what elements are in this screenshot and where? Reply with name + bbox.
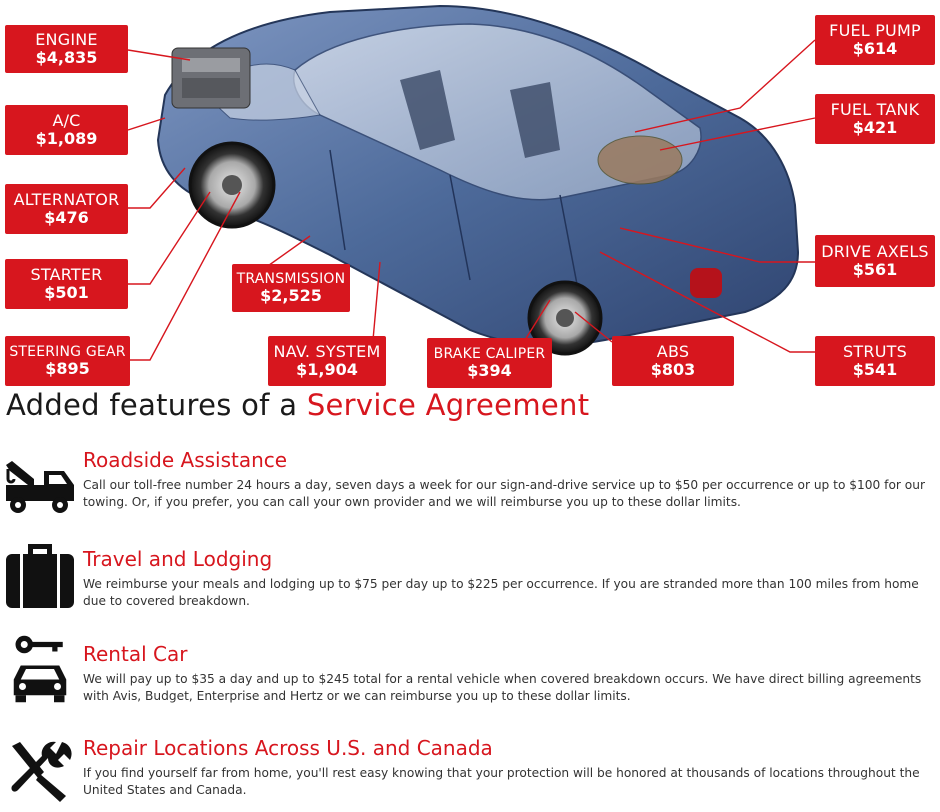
feature-roadside-assistance [0,448,940,523]
tow-truck-icon [4,452,76,522]
part-name: TRANSMISSION [236,270,346,287]
part-price: $394 [467,360,512,380]
wrench-screwdriver-icon [4,736,76,806]
suitcase-icon [4,540,76,610]
heading-accent: Service Agreement [306,388,590,422]
part-name: STEERING GEAR [9,343,126,360]
part-price: $421 [852,118,898,137]
part-name: DRIVE AXELS [821,241,929,261]
part-tag-engine [5,25,128,73]
feature-rental-car [0,642,940,717]
car-illustration [0,0,940,392]
feature-title: Rental Car [83,642,188,666]
part-price: $1,904 [296,360,358,379]
part-tag-abs [612,336,734,386]
part-name: ABS [656,341,690,361]
part-tag-steering-gear [5,336,130,386]
part-price: $476 [44,208,89,227]
part-tag-struts [815,336,935,386]
fuel-tank [598,136,682,184]
part-tag-fuel-pump [815,15,935,65]
part-name: STRUTS [843,341,907,361]
part-price: $541 [852,360,898,379]
part-price: $561 [852,260,898,279]
part-price: $614 [852,39,898,58]
part-name: NAV. SYSTEM [273,341,381,361]
car-key-icon [4,634,76,704]
feature-title: Repair Locations Across U.S. and Canada [83,736,493,760]
part-tag-brake-caliper [427,338,552,388]
feature-description: We will pay up to $35 a day and up to $245 total for a rental vehicle when covered breakdown occurs. We have direct billing agreements with Avis, Budget, Enterprise and Hertz or we can reimburse you up to these dollar limits. [83,672,922,703]
feature-description: If you find yourself far from home, you'll rest easy knowing that your protection will be honored at thousands of locations throughout the United States and Canada. [83,766,920,797]
part-tag-fuel-tank [815,94,935,144]
part-tag-transmission [232,264,350,312]
part-price: $2,525 [260,285,322,305]
part-name: FUEL TANK [830,99,920,119]
part-name: A/C [52,110,81,130]
section-heading [6,388,589,422]
part-price: $1,089 [35,129,98,148]
part-name: ENGINE [35,29,98,49]
part-tag-alternator [5,184,128,234]
part-name: BRAKE CALIPER [433,345,546,362]
feature-description: We reimburse your meals and lodging up to $75 per day up to $225 per occurrence. If you are stranded more than 100 miles from home due to covered breakdown. [83,577,919,608]
feature-description: Call our toll-free number 24 hours a day, seven days a week for our sign-and-drive service up to $50 per occurrence or up to $100 for our towing. Or, if you prefer, you can call your own provider and we will reimburse you up to these dollar limits. [83,478,925,509]
part-name: ALTERNATOR [13,189,120,209]
part-tag-drive-axels [815,235,935,287]
part-name: FUEL PUMP [829,20,921,40]
part-price: $895 [45,358,90,378]
part-name: STARTER [30,264,103,284]
part-tag-ac [5,105,128,155]
feature-repair-locations [0,736,940,811]
feature-title: Roadside Assistance [83,448,288,472]
car-parts-diagram [0,0,940,392]
feature-travel-and-lodging [0,547,940,622]
part-tag-nav-system [268,336,386,386]
part-price: $803 [650,360,696,379]
part-tag-starter [5,259,128,309]
part-price: $501 [44,283,89,302]
part-price: $4,835 [35,48,98,67]
feature-title: Travel and Lodging [83,547,273,571]
heading-prefix: Added features of a [6,388,307,422]
